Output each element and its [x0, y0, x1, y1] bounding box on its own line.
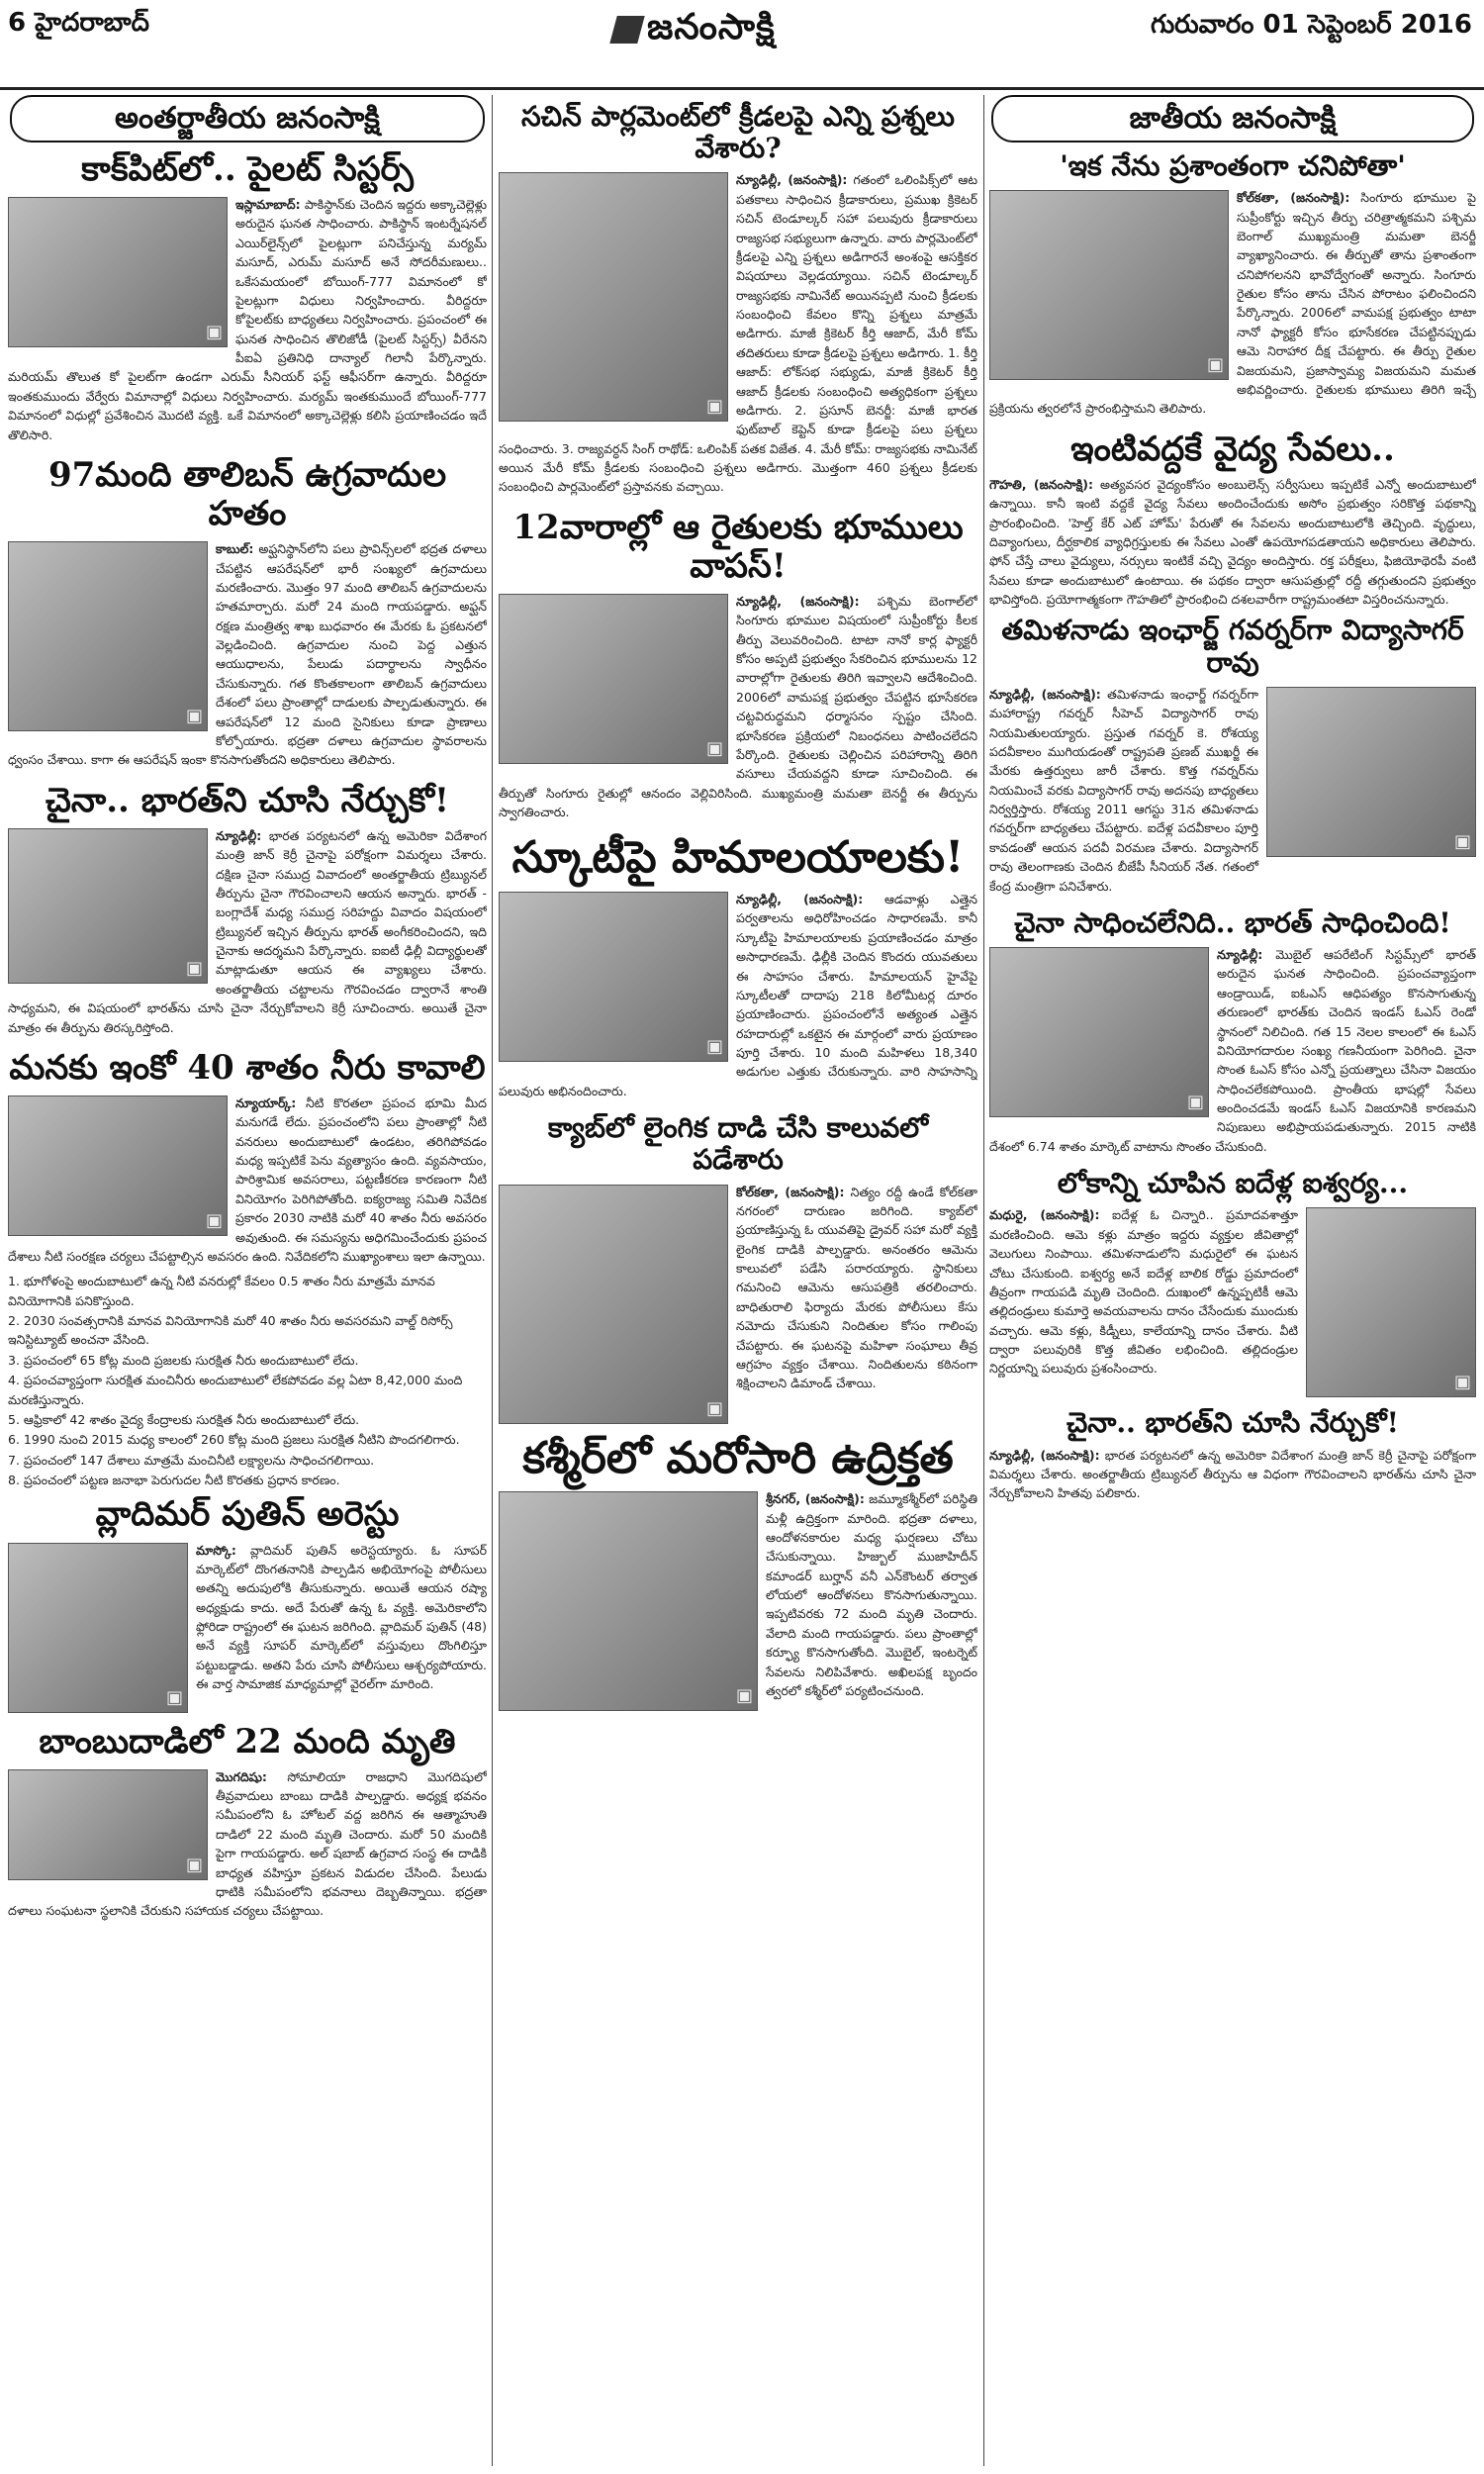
article-singur-farmers — [499, 509, 977, 828]
list-item: 2. 2030 సంవత్సరానికి మానవ వినియోగానికి మరో 40 శాతం నీరు అవసరమని వాల్డ్ రిసోర్స్ ఇనిస్టిట్యూట్ అంచనా వేసింది. — [8, 1313, 453, 1348]
article-bomb — [8, 1723, 487, 1927]
article-headline: వ్లాదిమర్ పుతిన్ అరెస్టు — [95, 1494, 400, 1535]
article-body: గౌహతి, (జనంసాక్షి): అత్యవసర వైద్యంకోసం అంబులెన్స్ సర్వీసులు ఇప్పటికే ఎన్నో అందుబాటులో ఉన్నాయి. కానీ ఇంటి వద్దకే వైద్య సేవలు అందించేందుకు అసోం ప్రభుత్వం సరికొత్త పథకాన్ని ప్రారంభించింది. 'హెల్త్ కేర్ ఎట్ హోమ్' పేరుతో ఈ సేవలను అందుబాటులోకి తెచ్చింది. వృద్ధులు, దివ్యాంగులు, దీర్ఘకాలిక వ్యాధిగ్రస్తులకు ఈ సేవలు ఎంతో ఉపయోగపడతాయని అధికారులు తెలిపారు. ఫోన్ చేస్తే చాలు వైద్యులు, నర్సులు ఇంటికే వచ్చి వైద్యం అందిస్తారు. రక్త పరీక్షలు, ఫిజియోథెరపీ వంటి సేవలు కూడా అందుబాటులో ఉంటాయి. ఈ పథకం ద్వారా ఆసుపత్రుల్లో రద్దీ తగ్గుతుందని ప్రభుత్వం భావిస్తోంది. ప్రయోగాత్మకంగా గౌహతిలో ప్రారంభించి దశలవారీగా రాష్ట్రమంతటా విస్తరించనున్నారు. — [989, 476, 1476, 608]
photo-icon: ▣ — [205, 322, 223, 343]
article-body: న్యూఢిల్లీ, (జనంసాక్షి): పశ్చిమ బెంగాల్‌లో సింగూరు భూముల విషయంలో సుప్రీంకోర్టు కీలక తీర్పు వెలువరించింది. టాటా నానో కార్ల ఫ్యాక్టరీ కోసం అప్పటి ప్రభుత్వం సేకరించిన భూములను 12 వారాల్లోగా రైతులకు తిరిగి ఇవ్వాలని ఆదేశించింది. 2006లో వామపక్ష ప్రభుత్వం చేపట్టిన భూసేకరణ చట్టవిరుద్ధమని ధర్మాసనం స్పష్టం చేసింది. భూసేకరణ ప్రక్రియలో నిబంధనలు పాటించలేదని పేర్కొంది. రైతులకు చెల్లించిన పరిహారాన్ని తిరిగి వసూలు చేయవద్దని కూడా సూచించింది. ఈ తీర్పుతో సింగూరు రైతుల్లో ఆనందం వెల్లివిరిసింది. ముఖ్యమంత్రి మమతా బెనర్జీ ఈ తీర్పును స్వాగతించారు. — [499, 593, 977, 820]
logo-icon — [609, 16, 645, 44]
article-body: మొగదిషు: సోమాలియా రాజధాని మొగదిషులో తీవ్రవాదులు బాంబు దాడికి పాల్పడ్డారు. అధ్యక్ష భవనం సమీపంలోని ఓ హోటల్ వద్ద జరిగిన ఈ ఆత్మాహుతి దాడిలో 22 మంది మృతి చెందారు. మరో 50 మందికి పైగా గాయపడ్డారు. అల్ షబాబ్ ఉగ్రవాద సంస్థ ఈ దాడికి బాధ్యత వహిస్తూ ప్రకటన విడుదల చేసింది. పేలుడు ధాటికి సమీపంలోని భవనాలు దెబ్బతిన్నాయి. భద్రతా దళాలు సంఘటనా స్థలానికి చేరుకుని సహాయక చర్యలు చేపట్టాయి. — [8, 1768, 487, 1919]
newspaper-logo — [613, 6, 776, 56]
article-photo — [1306, 1207, 1476, 1397]
article-photo — [499, 1185, 728, 1424]
photo-icon: ▣ — [705, 737, 723, 759]
article-mamata — [989, 150, 1476, 425]
article-dateline: న్యూయార్క్: — [235, 1094, 297, 1110]
article-body: న్యూయార్క్: నీటి కొరతలా ప్రపంచ భూమి మీద మనుగడే లేదు. ప్రపంచంలోని పలు ప్రాంతాల్లో నీటి వనరులు అందుబాటులో ఉండటం, తరిగిపోవడం మధ్య ఇప్పటికే పెను వ్యత్యాసం ఉంది. వ్యవసాయం, పారిశ్రామిక అవసరాలు, పట్టణీకరణ కారణంగా నీటి వినియోగం పెరిగిపోతోంది. ఐక్యరాజ్య సమితి నివేదిక ప్రకారం 2030 నాటికి మరో 40 శాతం నీరు అవసరం అవుతుంది. ఈ సమస్యను అధిగమించేందుకు ప్రపంచ దేశాలు నీటి సంరక్షణ చర్యలు చేపట్టాల్సిన అవసరం ఉంది. నివేదికలోని ముఖ్యాంశాలు ఇలా ఉన్నాయి. — [8, 1094, 487, 1264]
article-dateline: ఇస్లామాబాద్: — [235, 197, 301, 213]
article-photo — [8, 1769, 208, 1880]
article-dateline: మొగదిషు: — [216, 1768, 267, 1784]
article-photo — [8, 1543, 188, 1713]
article-photo — [989, 190, 1229, 380]
photo-icon: ▣ — [185, 957, 203, 979]
section-label-national: జాతీయ జనంసాక్షి — [991, 95, 1474, 143]
photo-icon: ▣ — [185, 706, 203, 727]
article-dateline: శ్రీనగర్, (జనంసాక్షి): — [766, 1491, 865, 1507]
article-headline: తమిళనాడు ఇంఛార్జ్ గవర్నర్‌గా విద్యాసాగర్ రావు — [1001, 614, 1464, 679]
article-indus-os — [989, 907, 1476, 1162]
article-governor — [989, 615, 1476, 902]
article-headline: ఇంటివద్దకే వైద్య సేవలు.. — [1070, 428, 1395, 469]
list-item: 1. భూగోళంపై అందుబాటులో ఉన్న నీటి వనరుల్లో కేవలం 0.5 శాతం నీరు మాత్రమే మానవ వినియోగానికి పనికొస్తుంది. — [8, 1274, 435, 1308]
article-body: కోల్‌కతా, (జనంసాక్షి): సింగూరు భూముల పై సుప్రీంకోర్టు ఇచ్చిన తీర్పు చరిత్రాత్మకమని పశ్చిమ బెంగాల్ ముఖ్యమంత్రి మమతా బెనర్జీ వ్యాఖ్యానించారు. ఈ తీర్పుతో తాను ప్రశాంతంగా చనిపోగలనని భావోద్వేగంతో అన్నారు. సింగూరు రైతుల కోసం తాను చేసిన పోరాటం ఫలించిందని పేర్కొన్నారు. 2006లో వామపక్ష ప్రభుత్వం టాటా నానో ఫ్యాక్టరీ కోసం భూసేకరణ చేపట్టినప్పుడు ఆమె నిరాహార దీక్ష చేపట్టారు. ఈ తీర్పు రైతుల విజయమని, ప్రజాస్వామ్య విజయమని మమత అభివర్ణించారు. రైతులకు భూములు తిరిగి ఇచ్చే ప్రక్రియను త్వరలోనే ప్రారంభిస్తామని తెలిపారు. — [989, 190, 1476, 417]
article-photo — [8, 197, 228, 347]
photo-icon: ▣ — [1186, 1092, 1204, 1113]
article-photo — [8, 541, 208, 731]
article-water — [8, 1049, 487, 1490]
article-photo — [499, 892, 728, 1062]
list-item: 8. ప్రపంచంలో పట్టణ జనాభా పెరుగుదల నీటి కొరతకు ప్రధాన కారణం. — [8, 1473, 340, 1488]
list-item: 4. ప్రపంచవ్యాప్తంగా సురక్షిత మంచినీరు అందుబాటులో లేకపోవడం వల్ల ఏటా 8,42,000 మంది మరణిస్తున్నారు. — [8, 1373, 463, 1407]
photo-icon: ▣ — [165, 1686, 183, 1708]
article-china-learn — [8, 782, 487, 1043]
article-headline: క్యాబ్‌లో లైంగిక దాడి చేసి కాలువలో పడేశారు — [547, 1111, 929, 1177]
list-item: 7. ప్రపంచంలో 147 దేశాలు మాత్రమే మంచినీటి లక్ష్యాలను సాధించగలిగాయి. — [8, 1452, 375, 1468]
photo-icon: ▣ — [1453, 1372, 1471, 1393]
article-headline: కాక్‌పిట్‌లో.. పైలట్ సిస్టర్స్ — [81, 149, 414, 189]
article-photo — [499, 594, 728, 764]
article-dateline: గౌహతి, (జనంసాక్షి): — [989, 476, 1094, 492]
photo-icon: ▣ — [705, 1397, 723, 1419]
article-putin — [8, 1495, 487, 1716]
article-dateline: న్యూఢిల్లీ, (జనంసాక్షి): — [736, 892, 864, 907]
list-item: 3. ప్రపంచంలో 65 కోట్ల మంది ప్రజలకు సురక్షిత నీరు అందుబాటులో లేదు. — [8, 1352, 359, 1368]
article-headline: చైనా.. భారత్‌ని చూసి నేర్చుకో! — [1067, 1406, 1399, 1440]
article-body: మధురై, (జనంసాక్షి): ఐదేళ్ల ఓ చిన్నారి.. ప్రమాదవశాత్తూ మరణించింది. ఆమె కళ్లు మాత్రం ఇద్దరు వ్యక్తుల జీవితాల్లో వెలుగులు నింపాయి. తమిళనాడులోని మధురైలో ఈ ఘటన చోటు చేసుకుంది. ఐశ్వర్య అనే ఐదేళ్ల బాలిక రోడ్డు ప్రమాదంలో తీవ్రంగా గాయపడి మృతి చెందింది. దుఃఖంలో ఉన్నప్పటికీ ఆమె తల్లిదండ్రులు కుమార్తె అవయవాలను దానం చేసేందుకు ముందుకు వచ్చారు. ఆమె కళ్లు, కిడ్నీలు, కాలేయాన్ని దానం చేశారు. వీటి ద్వారా పలువురికి కొత్త జీవితం లభించింది. తల్లిదండ్రుల నిర్ణయాన్ని పలువురు ప్రశంసించారు. — [989, 1207, 1299, 1377]
article-body: న్యూఢిల్లీ, (జనంసాక్షి): గతంలో ఒలింపిక్స్‌లో ఆట పతకాలు సాధించిన క్రీడాకారులు, ప్రముఖ క్రికెటర్ సచిన్ టెండూల్కర్ సహా పలువురు క్రీడాకారులు రాజ్యసభ సభ్యులుగా ఉన్నారు. వారు పార్లమెంట్‌లో క్రీడలపై ఎన్ని ప్రశ్నలు అడిగారనే అంశంపై ఆసక్తికర విషయాలు వెల్లడయ్యాయి. సచిన్ టెండూల్కర్ రాజ్యసభకు నామినేట్ అయినప్పటి నుంచి క్రీడలకు సంబంధించి కేవలం కొన్ని ప్రశ్నలు మాత్రమే అడిగారు. మాజీ క్రికెటర్ కీర్తి ఆజాద్, మేరీ కోమ్ తదితరులు కూడా క్రీడలపై ప్రశ్నలు అడిగారు. 1. కీర్తి ఆజాద్: లోక్‌సభ సభ్యుడు, మాజీ క్రికెటర్ కీర్తి ఆజాద్ క్రీడలకు సంబంధించి అత్యధికంగా ప్రశ్నలు అడిగారు. 2. ప్రసూన్ బెనర్జీ: మాజీ భారత ఫుట్‌బాల్ కెప్టెన్ కూడా క్రీడలపై పలు ప్రశ్నలు సంధించారు. 3. రాజ్యవర్ధన్ సింగ్ రాథోడ్: ఒలింపిక్ పతక విజేత. 4. మేరీ కోమ్: రాజ్యసభకు నామినేట్ అయిన మేరీ కోమ్ క్రీడలకు సంబంధించి ప్రశ్నలు అడిగారు. మొత్తంగా 460 ప్రశ్నలు క్రీడలకు సంబంధించి పార్లమెంట్‌లో ప్రస్తావనకు వచ్చాయి. — [499, 172, 977, 495]
article-body: న్యూఢిల్లీ: భారత పర్యటనలో ఉన్న అమెరికా విదేశాంగ మంత్రి జాన్ కెర్రీ చైనాపై పరోక్షంగా విమర్శలు చేశారు. దక్షిణ చైనా సముద్ర వివాదంలో అంతర్జాతీయ ట్రిబ్యునల్ తీర్పును చైనా గౌరవించాలని ఆయన అన్నారు. భారత్ - బంగ్లాదేశ్ మధ్య సముద్ర సరిహద్దు వివాదం విషయంలో ట్రిబ్యునల్ ఇచ్చిన తీర్పును భారత్ అంగీకరించిందని, ఇది చైనాకు ఆదర్శమని పేర్కొన్నారు. ఐఐటీ ఢిల్లీ విద్యార్థులతో మాట్లాడుతూ ఆయన ఈ వ్యాఖ్యలు చేశారు. అంతర్జాతీయ చట్టాలను గౌరవించడం ద్వారానే శాంతి సాధ్యమని, ఈ విషయంలో భారత్‌ను చూసి చైనా నేర్చుకోవాలని కెర్రీ సూచించారు. అయితే చైనా మాత్రం ఈ తీర్పును తిరస్కరిస్తోంది. — [8, 827, 487, 1035]
article-body: న్యూఢిల్లీ: మొబైల్ ఆపరేటింగ్ సిస్టమ్స్‌లో భారత్ అరుదైన ఘనత సాధించింది. ప్రపంచవ్యాప్తంగా ఆండ్రాయిడ్, ఐఓఎస్ ఆధిపత్యం కొనసాగుతున్న తరుణంలో భారత్‌కు చెందిన ఇండస్ ఓఎస్ రెండో స్థానంలో నిలిచింది. గత 15 నెలల కాలంలో ఈ ఓఎస్ వినియోగదారుల సంఖ్య గణనీయంగా పెరిగింది. చైనా సొంత ఓఎస్ కోసం ఎన్నో ప్రయత్నాలు చేసినా విజయం సాధించలేకపోయింది. ప్రాంతీయ భాషల్లో సేవలు అందించడమే ఇండస్ ఓఎస్ విజయానికి కారణమని నిపుణులు అభిప్రాయపడుతున్నారు. 2015 నాటికి దేశంలో 6.74 శాతం మార్కెట్ వాటాను సొంతం చేసుకుంది. — [989, 947, 1476, 1154]
article-body: న్యూఢిల్లీ, (జనంసాక్షి): భారత పర్యటనలో ఉన్న అమెరికా విదేశాంగ మంత్రి జాన్ కెర్రీ చైనాపై పరోక్షంగా విమర్శలు చేశారు. అంతర్జాతీయ ట్రిబ్యునల్ తీర్పును ఆ విధంగా గౌరవించాలని భారత్‌ను చూసి చైనా నేర్చుకోవాలని హితవు పలికారు. — [989, 1447, 1476, 1501]
article-cab — [499, 1112, 977, 1427]
article-pilot-sisters — [8, 150, 487, 450]
issue-date: గురువారం 01 సెప్టెంబర్ 2016 — [1151, 10, 1472, 40]
article-headline: చైనా సాధించలేనిది.. భారత్ సాధించింది! — [1014, 905, 1451, 939]
article-dateline: న్యూఢిల్లీ, (జనంసాక్షి): — [736, 593, 860, 609]
article-dateline: కోల్‌కతా, (జనంసాక్షి): — [736, 1184, 845, 1199]
article-headline: స్కూటీపై హిమాలయాలకు! — [511, 832, 965, 884]
article-photo — [989, 947, 1209, 1117]
article-headline: బాంబుదాడిలో 22 మంది మృతి — [39, 1721, 456, 1761]
column-divider — [492, 95, 493, 2466]
page-number-city: 6 హైదరాబాద్ — [8, 8, 149, 38]
article-body: ఇస్లామాబాద్: పాకిస్థాన్‌కు చెందిన ఇద్దరు అక్కాచెల్లెళ్లు అరుదైన ఘనత సాధించారు. పాకిస్థాన్ ఇంటర్నేషనల్ ఎయిర్‌లైన్స్‌లో పైలట్లుగా పనిచేస్తున్న మర్యమ్ మసూద్, ఎరుమ్ మసూద్ అనే సోదరీమణులు.. ఒకేసమయంలో బోయింగ్-777 విమానంలో కో పైలట్లుగా విధులు నిర్వహించారు. వీరిద్దరూ కోపైలట్‌కు బాధ్యతలు నిర్వహించారు. ప్రపంచంలో ఈ ఘనత సాధించిన తొలిజోడీ (పైలట్ సిస్టర్స్) వీరేనని పీఐఏ ప్రతినిధి దాన్యాల్ గిలానీ పేర్కొన్నారు. మరియమ్ తొలుత కో పైలట్‌గా ఉండగా ఎరుమ్ సీనియర్ ఫస్ట్ ఆఫీసర్‌గా ఉన్నారు. వీరిద్దరూ ఇంతకుముందు వేర్వేరు విమానాల్లో విధులు నిర్వహించారు. మర్యమ్ ఇంతకుముందే బోయింగ్-777 విమానంలో విధుల్లో ప్రవేశించిన మొదటి వ్యక్తి. ఒకే విమానంలో అక్కాచెల్లెళ్లు కలిసి ప్రయాణించడం ఇదే తొలిసారి. — [8, 197, 487, 442]
article-dateline: మధురై, (జనంసాక్షి): — [989, 1207, 1100, 1223]
article-headline: సచిన్ పార్లమెంట్‌లో క్రీడలపై ఎన్ని ప్రశ్నలు వేశారు? — [521, 100, 955, 165]
article-headline: చైనా.. భారత్‌ని చూసి నేర్చుకో! — [46, 780, 449, 820]
article-photo — [8, 828, 208, 984]
article-photo — [1266, 687, 1476, 857]
article-headline: 12వారాల్లో ఆ రైతులకు భూములు వాపస్! — [512, 507, 964, 586]
list-item: 6. 1990 నుంచి 2015 మధ్య కాలంలో 260 కోట్ల మంది ప్రజలు సురక్షిత నీటిని పొందగలిగారు. — [8, 1432, 460, 1448]
article-kashmir — [499, 1434, 977, 1716]
masthead — [0, 0, 1484, 90]
article-aishwarya — [989, 1168, 1476, 1401]
article-dateline: మాస్కో: — [196, 1542, 236, 1558]
article-photo — [499, 1491, 758, 1711]
article-headline: లోకాన్ని చూపిన ఐదేళ్ల ఐశ్వర్య... — [1057, 1167, 1409, 1200]
section-label-international: అంతర్జాతీయ జనంసాక్షి — [10, 95, 485, 143]
article-headline: 97మంది తాలిబన్ ఉగ్రవాదుల హతం — [47, 454, 447, 534]
photo-icon: ▣ — [205, 1209, 223, 1231]
international-column — [8, 95, 487, 2466]
photo-icon: ▣ — [705, 1036, 723, 1058]
article-photo — [8, 1095, 228, 1236]
article-dateline: న్యూఢిల్లీ, (జనంసాక్షి): — [736, 172, 848, 188]
article-headline: 'ఇక నేను ప్రశాంతంగా చనిపోతా' — [1060, 149, 1406, 182]
article-body: కాబుల్: అఫ్ఘనిస్థాన్‌లోని పలు ప్రావిన్స్‌లలో భద్రత దళాలు చేపట్టిన ఆపరేషన్‌లో భారీ సంఖ్యలో ఉగ్రవాదులు మరణించారు. మొత్తం 97 మంది తాలిబన్ ఉగ్రవాదులను హతమార్చారు. మరో 24 మంది గాయపడ్డారు. అఫ్ఘన్ రక్షణ మంత్రిత్వ శాఖ బుధవారం ఈ మేరకు ఓ ప్రకటనలో వెల్లడించింది. ఉగ్రవాదుల నుంచి పెద్ద ఎత్తున ఆయుధాలను, పేలుడు పదార్థాలను స్వాధీనం చేసుకున్నారు. గత కొంతకాలంగా తాలిబన్ ఉగ్రవాదులు దేశంలో పలు ప్రాంతాల్లో దాడులకు పాల్పడుతున్నారు. ఈ ఆపరేషన్‌లో 12 మంది సైనికులు కూడా ప్రాణాలు కోల్పోయారు. భద్రతా దళాలు ఉగ్రవాదుల స్థావరాలను ధ్వంసం చేశాయి. కాగా ఈ ఆపరేషన్ ఇంకా కొనసాగుతోందని అధికారులు తెలిపారు. — [8, 541, 487, 768]
article-body: న్యూఢిల్లీ, (జనంసాక్షి): ఆడవాళ్లు ఎత్తైన పర్వతాలను అధిరోహించడం సాధారణమే. కానీ స్కూటీపై హిమాలయాలకు ప్రయాణించడం మాత్రం అసాధారణమే. ఢిల్లీకి చెందిన కొందరు యువతులు ఈ సాహసం చేశారు. హిమాలయన్ హైవేపై స్కూటీలతో దాదాపు 218 కిలోమీటర్ల దూరం ప్రయాణించారు. ప్రపంచంలోనే అత్యంత ఎత్తైన రహదారుల్లో ఒకటైన ఈ మార్గంలో వారు ప్రయాణం పూర్తి చేశారు. 10 మంది మహిళలు 18,340 అడుగుల ఎత్తుకు చేరుకున్నారు. వారి సాహసాన్ని పలువురు అభినందించారు. — [499, 892, 977, 1098]
article-dateline: న్యూఢిల్లీ, (జనంసాక్షి): — [989, 1447, 1100, 1463]
article-china-learn-2 — [989, 1407, 1476, 1502]
photo-icon: ▣ — [1206, 354, 1224, 376]
article-dateline: కాబుల్: — [216, 541, 254, 557]
newspaper-name: జనంసాక్షి — [647, 6, 776, 48]
article-headline: కశ్మీర్‌లో మరోసారి ఉద్రిక్తత — [522, 1432, 954, 1483]
article-home-health — [989, 430, 1476, 610]
article-dateline: న్యూఢిల్లీ: — [1217, 947, 1263, 963]
article-body: న్యూఢిల్లీ, (జనంసాక్షి): తమిళనాడు ఇంఛార్జ్ గవర్నర్‌గా మహారాష్ట్ర గవర్నర్ సీహెచ్ విద్యాసాగర్ రావు నియమితులయ్యారు. ప్రస్తుత గవర్నర్ కె. రోశయ్య పదవీకాలం ముగియడంతో రాష్ట్రపతి ప్రణబ్ ముఖర్జీ ఈ మేరకు ఉత్తర్వులు జారీ చేశారు. కొత్త గవర్నర్‌ను నియమించే వరకు విద్యాసాగర్ రావు అదనపు బాధ్యతలు నిర్వర్తిస్తారు. రోశయ్య 2011 ఆగస్టు 31న తమిళనాడు గవర్నర్‌గా బాధ్యతలు చేపట్టారు. ఐదేళ్ల పదవీకాలం పూర్తి కావడంతో ఆయన పదవీ విరమణ చేశారు. విద్యాసాగర్ రావు తెలంగాణకు చెందిన బీజేపీ సీనియర్ నేత. గతంలో కేంద్ర మంత్రిగా పనిచేశారు. — [989, 686, 1259, 894]
list-item: 5. ఆఫ్రికాలో 42 శాతం వైద్య కేంద్రాలకు సురక్షిత నీరు అందుబాటులో లేదు. — [8, 1411, 360, 1427]
article-taliban — [8, 456, 487, 776]
national-column — [989, 95, 1476, 2466]
article-body: కోల్‌కతా, (జనంసాక్షి): నిత్యం రద్దీ ఉండే కోల్‌కతా నగరంలో దారుణం జరిగింది. క్యాబ్‌లో ప్రయాణిస్తున్న ఓ యువతిపై డ్రైవర్ సహా మరో వ్యక్తి లైంగిక దాడికి పాల్పడ్డారు. అనంతరం ఆమెను కాలువలో పడేసి పరారయ్యారు. స్థానికులు గమనించి ఆమెను ఆసుపత్రికి తరలించారు. బాధితురాలి ఫిర్యాదు మేరకు పోలీసులు కేసు నమోదు చేసుకుని నిందితుల కోసం గాలింపు చేపట్టారు. ఈ ఘటనపై మహిళా సంఘాలు తీవ్ర ఆగ్రహం వ్యక్తం చేశాయి. నిందితులను కఠినంగా శిక్షించాలని డిమాండ్ చేశాయి. — [736, 1184, 977, 1391]
article-body: మాస్కో: వ్లాదిమర్ పుతిన్ అరెస్టయ్యారు. ఓ సూపర్ మార్కెట్‌లో దొంగతనానికి పాల్పడిన అభియోగంపై పోలీసులు అతన్ని అదుపులోకి తీసుకున్నారు. అయితే ఆయన రష్యా అధ్యక్షుడు కాదు. అదే పేరుతో ఉన్న ఓ వ్యక్తి. అమెరికాలోని ఫ్లోరిడా రాష్ట్రంలో ఈ ఘటన జరిగింది. వ్లాదిమర్ పుతిన్ (48) అనే వ్యక్తి సూపర్ మార్కెట్‌లో వస్తువులు దొంగిలిస్తూ పట్టుబడ్డాడు. అతని పేరు చూసి పోలీసులు ఆశ్చర్యపోయారు. ఈ వార్త సామాజిక మాధ్యమాల్లో వైరల్‌గా మారింది. — [196, 1542, 487, 1692]
article-body: శ్రీనగర్, (జనంసాక్షి): జమ్మూకశ్మీర్‌లో పరిస్థితి మళ్లీ ఉద్రిక్తంగా మారింది. భద్రతా దళాలు, ఆందోళనకారుల మధ్య ఘర్షణలు చోటు చేసుకున్నాయి. హిజ్బుల్ ముజాహిదీన్ కమాండర్ బుర్హాన్ వనీ ఎన్‌కౌంటర్ తర్వాత లోయలో ఆందోళనలు కొనసాగుతున్నాయి. ఇప్పటివరకు 72 మంది మృతి చెందారు. వేలాది మంది గాయపడ్డారు. పలు ప్రాంతాల్లో కర్ఫ్యూ కొనసాగుతోంది. మొబైల్, ఇంటర్నెట్ సేవలను నిలిపివేశారు. అఖిలపక్ష బృందం త్వరలో కశ్మీర్‌లో పర్యటించనుంది. — [766, 1491, 977, 1698]
middle-column — [499, 95, 977, 2466]
article-scooty — [499, 833, 977, 1106]
article-sachin — [499, 101, 977, 503]
article-headline: మనకు ఇంకో 40 శాతం నీరు కావాలి — [9, 1047, 486, 1088]
photo-icon: ▣ — [705, 396, 723, 418]
photo-icon: ▣ — [735, 1685, 753, 1707]
photo-icon: ▣ — [1453, 830, 1471, 852]
photo-icon: ▣ — [185, 1854, 203, 1875]
article-dateline: న్యూఢిల్లీ, (జనంసాక్షి): — [989, 686, 1101, 702]
article-dateline: న్యూఢిల్లీ: — [216, 827, 262, 843]
column-divider — [983, 95, 984, 2466]
article-photo — [499, 172, 728, 422]
article-dateline: కోల్‌కతా, (జనంసాక్షి): — [1237, 190, 1350, 206]
